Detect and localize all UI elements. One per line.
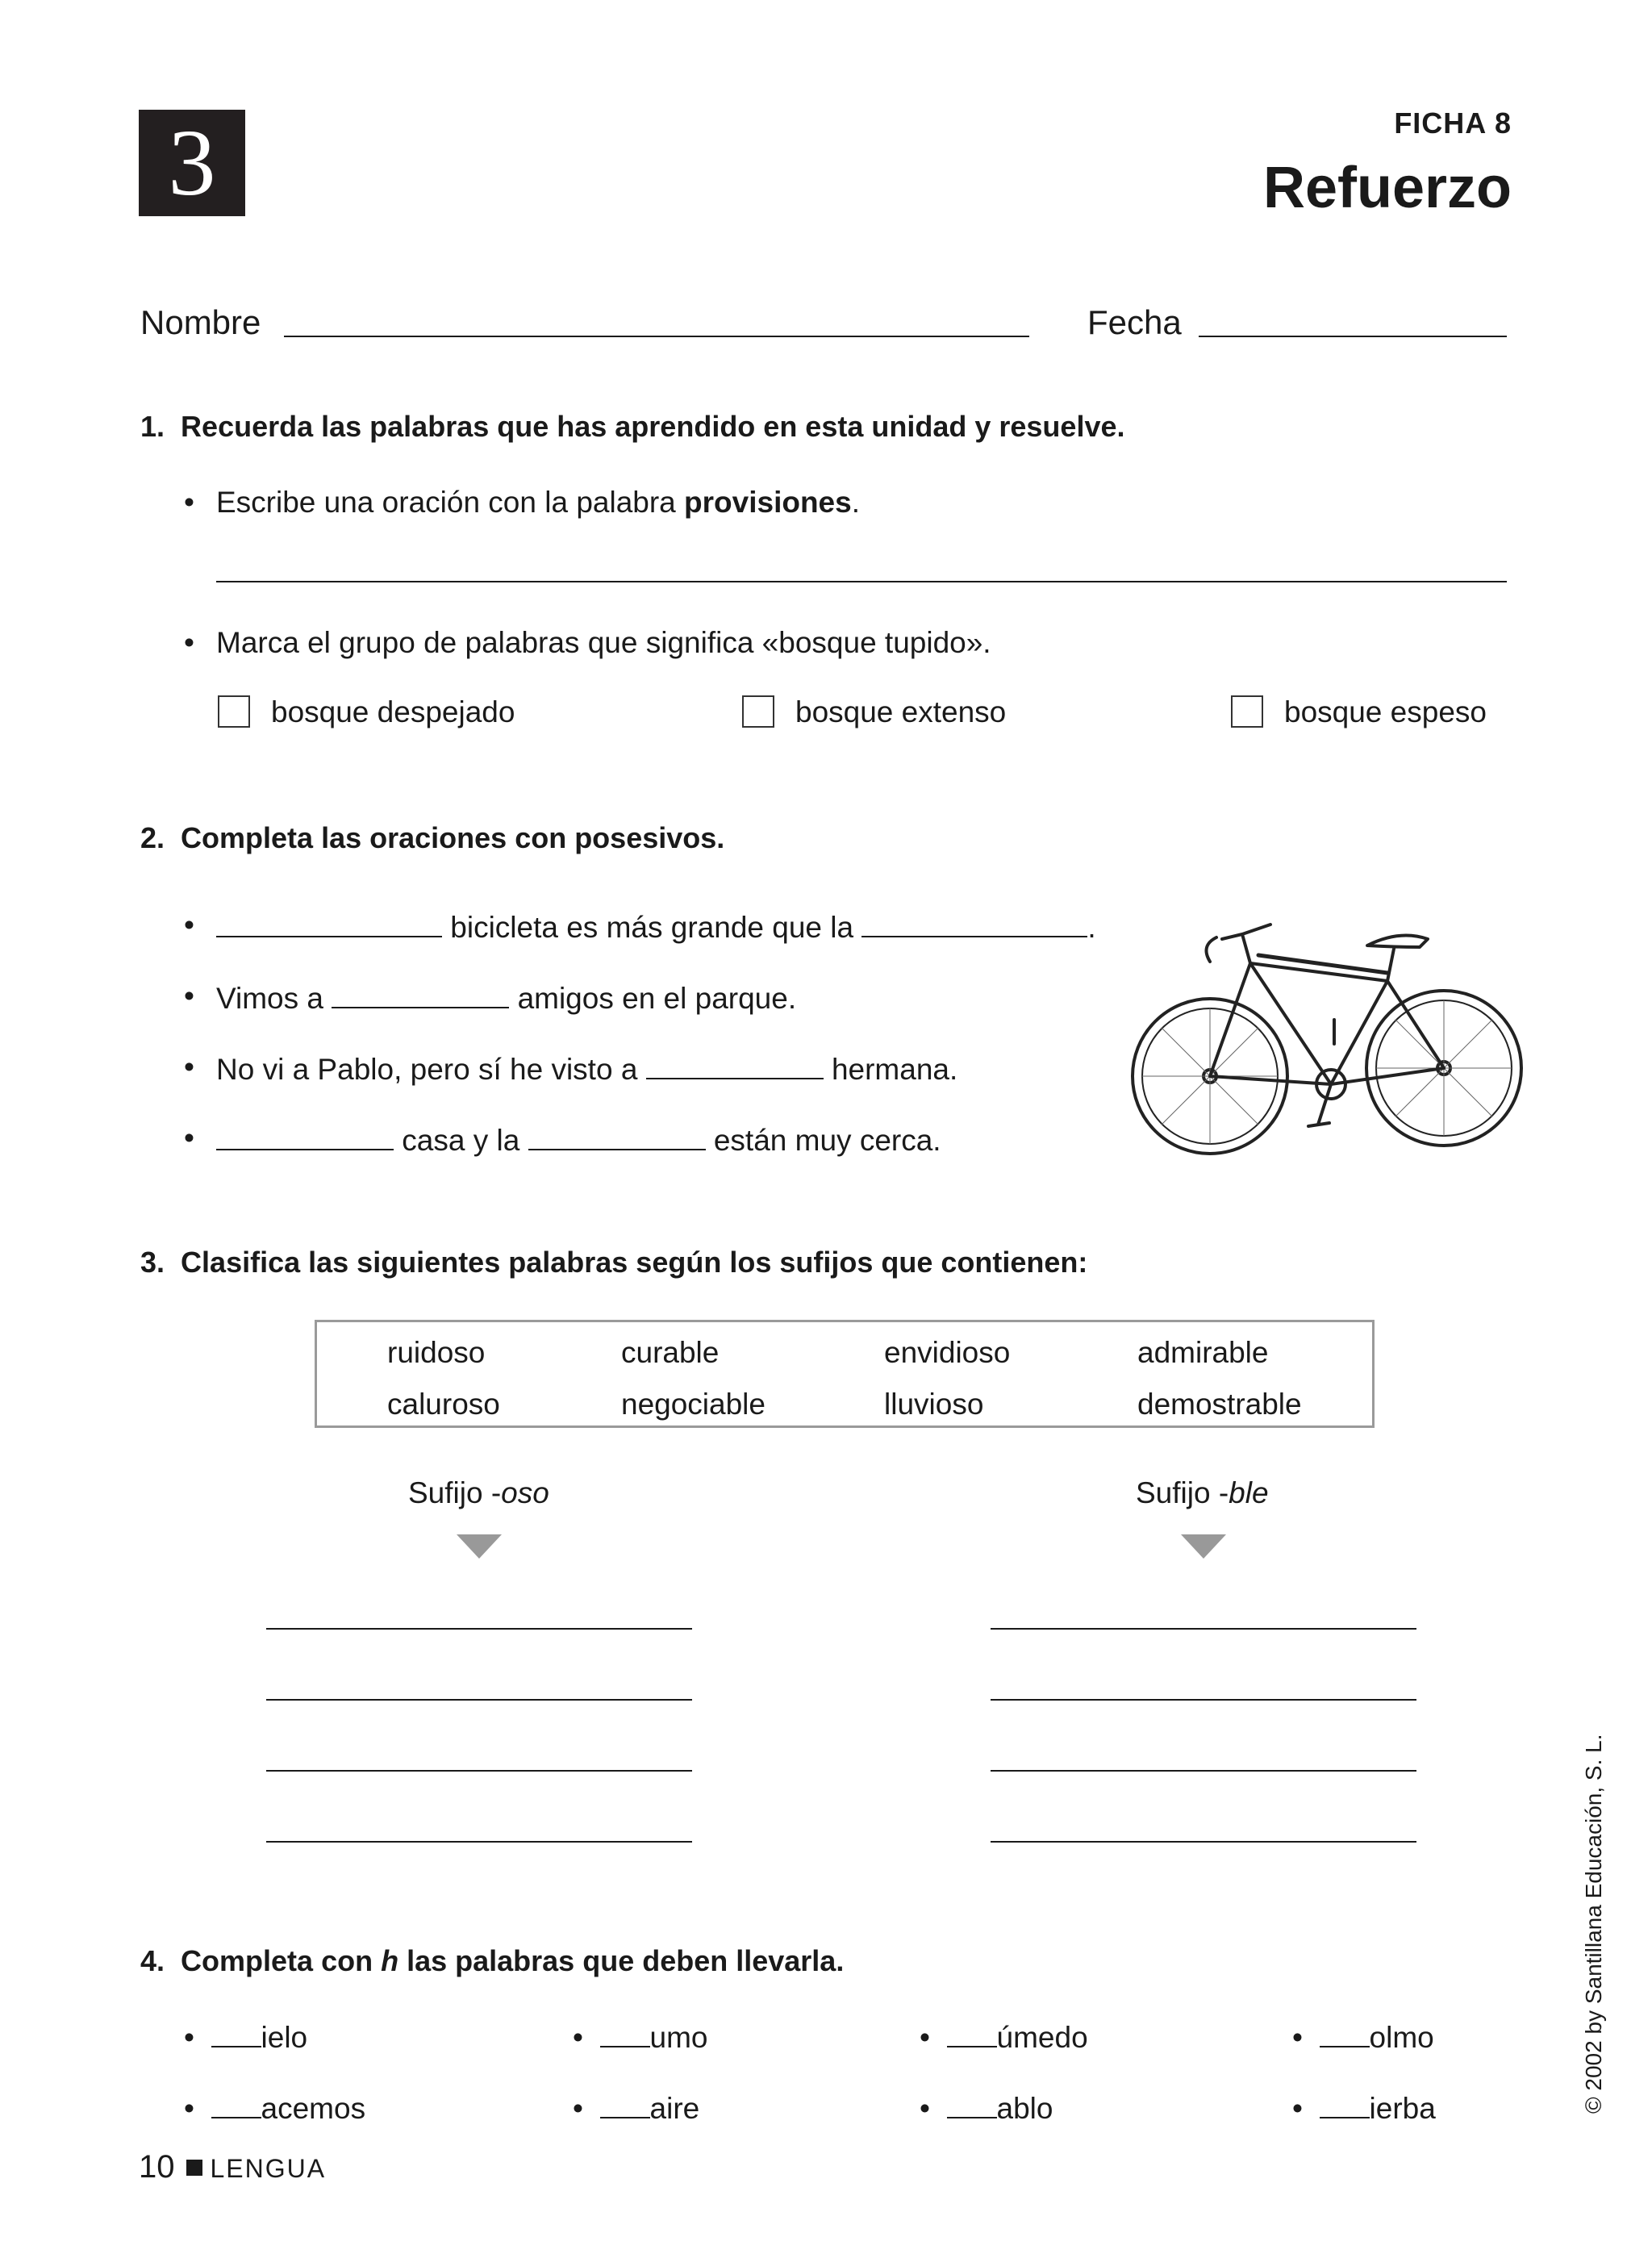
nombre-label: Nombre xyxy=(140,303,261,341)
h-word-item: • úmedo xyxy=(920,2018,1088,2055)
h-word-item: • olmo xyxy=(1292,2018,1434,2055)
h-word: umo xyxy=(649,2021,708,2054)
page-number: 10 xyxy=(139,2149,175,2185)
bullet: • xyxy=(184,626,194,659)
oso-answer-line[interactable] xyxy=(266,1770,692,1772)
q1-bullet1-bold: provisiones xyxy=(684,486,852,519)
word: demostrable xyxy=(1137,1388,1302,1421)
q2-s2a: Vimos a xyxy=(216,982,323,1015)
q1-answer-line[interactable] xyxy=(216,581,1507,582)
checkbox-option-3[interactable] xyxy=(1231,695,1263,728)
page-title: Refuerzo xyxy=(1262,156,1512,220)
suffix-oso: oso xyxy=(501,1476,549,1509)
q2-number: 2. xyxy=(140,821,165,854)
nombre-field[interactable] xyxy=(284,336,1029,337)
oso-answer-line[interactable] xyxy=(266,1699,692,1701)
q3-heading xyxy=(140,1246,1087,1279)
q3-prompt: Clasifica las siguientes palabras según los sufijos que contienen: xyxy=(181,1246,1088,1279)
blank[interactable] xyxy=(861,908,1087,937)
suffix-ble: ble xyxy=(1229,1476,1269,1509)
q2-s3b: hermana. xyxy=(831,1053,958,1086)
blank[interactable] xyxy=(1320,2018,1370,2047)
h-word: ablo xyxy=(996,2092,1053,2125)
blank[interactable] xyxy=(216,1121,394,1150)
h-word: aire xyxy=(649,2092,700,2125)
copyright-notice: © 2002 by Santillana Educación, S. L. xyxy=(1581,1734,1606,2114)
blank[interactable] xyxy=(600,2018,650,2047)
option-1-label: bosque despejado xyxy=(271,695,515,728)
h-word: acemos xyxy=(261,2092,366,2125)
q1-bullet1 xyxy=(216,486,860,520)
q2-s4a: casa y la xyxy=(402,1124,520,1157)
blank[interactable] xyxy=(211,2089,261,2118)
word: negociable xyxy=(621,1388,766,1421)
blank[interactable] xyxy=(646,1050,824,1079)
option-3-label: bosque espeso xyxy=(1284,695,1487,728)
ble-answer-line[interactable] xyxy=(991,1628,1416,1630)
blank[interactable] xyxy=(216,908,442,937)
blank[interactable] xyxy=(528,1121,706,1150)
bullet: • xyxy=(184,908,194,941)
bullet: • xyxy=(184,979,194,1012)
bullet: • xyxy=(184,1121,194,1154)
q2-s4b: están muy cerca. xyxy=(713,1124,941,1157)
h-word: úmedo xyxy=(996,2021,1088,2054)
h-word: ierba xyxy=(1369,2092,1436,2125)
word: envidioso xyxy=(884,1336,1011,1369)
q4-prompt-h: h xyxy=(381,1944,399,1977)
q2-s1b: . xyxy=(1087,911,1096,944)
fecha-field[interactable] xyxy=(1199,336,1507,337)
q1-bullet2: Marca el grupo de palabras que significa «bosque tupido». xyxy=(216,626,991,659)
h-word-item: • umo xyxy=(573,2018,708,2055)
h-word-item: • ablo xyxy=(920,2089,1053,2126)
word: curable xyxy=(621,1336,720,1369)
suffix-ble-label xyxy=(1136,1476,1269,1510)
q4-prompt-b: las palabras que deben llevarla. xyxy=(398,1944,845,1977)
h-word-item: • aire xyxy=(573,2089,699,2126)
word: ruidoso xyxy=(387,1336,486,1369)
suffix-ble-prefix: Sufijo - xyxy=(1136,1476,1229,1509)
h-word-item: • ielo xyxy=(184,2018,307,2055)
ficha-label: FICHA 8 xyxy=(1394,106,1512,140)
arrow-down-icon xyxy=(1181,1534,1226,1559)
ble-answer-line[interactable] xyxy=(991,1699,1416,1701)
q2-heading xyxy=(140,821,724,855)
q1-prompt: Recuerda las palabras que has aprendido en esta unidad y resuelve. xyxy=(181,410,1125,443)
bullet: • xyxy=(184,1050,194,1083)
blank[interactable] xyxy=(947,2018,997,2047)
q2-sentence-2 xyxy=(216,979,796,1016)
bicycle-illustration xyxy=(1121,907,1541,1158)
blank[interactable] xyxy=(211,2018,261,2047)
q4-prompt-a: Completa con xyxy=(181,1944,382,1977)
q2-sentence-3 xyxy=(216,1050,957,1087)
ble-answer-line[interactable] xyxy=(991,1841,1416,1843)
unit-number-badge: 3 xyxy=(139,110,245,216)
q2-prompt: Completa las oraciones con posesivos. xyxy=(181,821,725,854)
q2-sentence-4 xyxy=(216,1121,941,1158)
fecha-label: Fecha xyxy=(1087,303,1182,341)
h-word-item: • ierba xyxy=(1292,2089,1436,2126)
q4-number: 4. xyxy=(140,1944,165,1977)
q2-s2b: amigos en el parque. xyxy=(517,982,797,1015)
q1-number: 1. xyxy=(140,410,165,443)
checkbox-option-1[interactable] xyxy=(218,695,250,728)
word: caluroso xyxy=(387,1388,500,1421)
oso-answer-line[interactable] xyxy=(266,1841,692,1843)
q4-heading xyxy=(140,1944,844,1978)
blank[interactable] xyxy=(947,2089,997,2118)
square-icon xyxy=(186,2160,202,2176)
word: admirable xyxy=(1137,1336,1269,1369)
q2-sentence-1 xyxy=(216,908,1096,945)
oso-answer-line[interactable] xyxy=(266,1628,692,1630)
ble-answer-line[interactable] xyxy=(991,1770,1416,1772)
blank[interactable] xyxy=(600,2089,650,2118)
subject-label: LENGUA xyxy=(210,2154,327,2183)
page-footer xyxy=(139,2149,326,2185)
h-word: olmo xyxy=(1369,2021,1434,2054)
q2-s3a: No vi a Pablo, pero sí he visto a xyxy=(216,1053,638,1086)
q3-number: 3. xyxy=(140,1246,165,1279)
bullet: • xyxy=(184,486,194,519)
q1-heading xyxy=(140,410,1125,444)
q1-bullet1-end: . xyxy=(851,486,860,519)
option-2-label: bosque extenso xyxy=(795,695,1007,728)
word: lluvioso xyxy=(884,1388,984,1421)
blank[interactable] xyxy=(332,979,509,1008)
q2-s1a: bicicleta es más grande que la xyxy=(450,911,854,944)
h-word: ielo xyxy=(261,2021,308,2054)
h-word-item: • acemos xyxy=(184,2089,365,2126)
q1-bullet1-text: Escribe una oración con la palabra xyxy=(216,486,685,519)
checkbox-option-2[interactable] xyxy=(742,695,774,728)
suffix-oso-prefix: Sufijo - xyxy=(408,1476,502,1509)
blank[interactable] xyxy=(1320,2089,1370,2118)
suffix-oso-label xyxy=(408,1476,549,1510)
arrow-down-icon xyxy=(457,1534,502,1559)
